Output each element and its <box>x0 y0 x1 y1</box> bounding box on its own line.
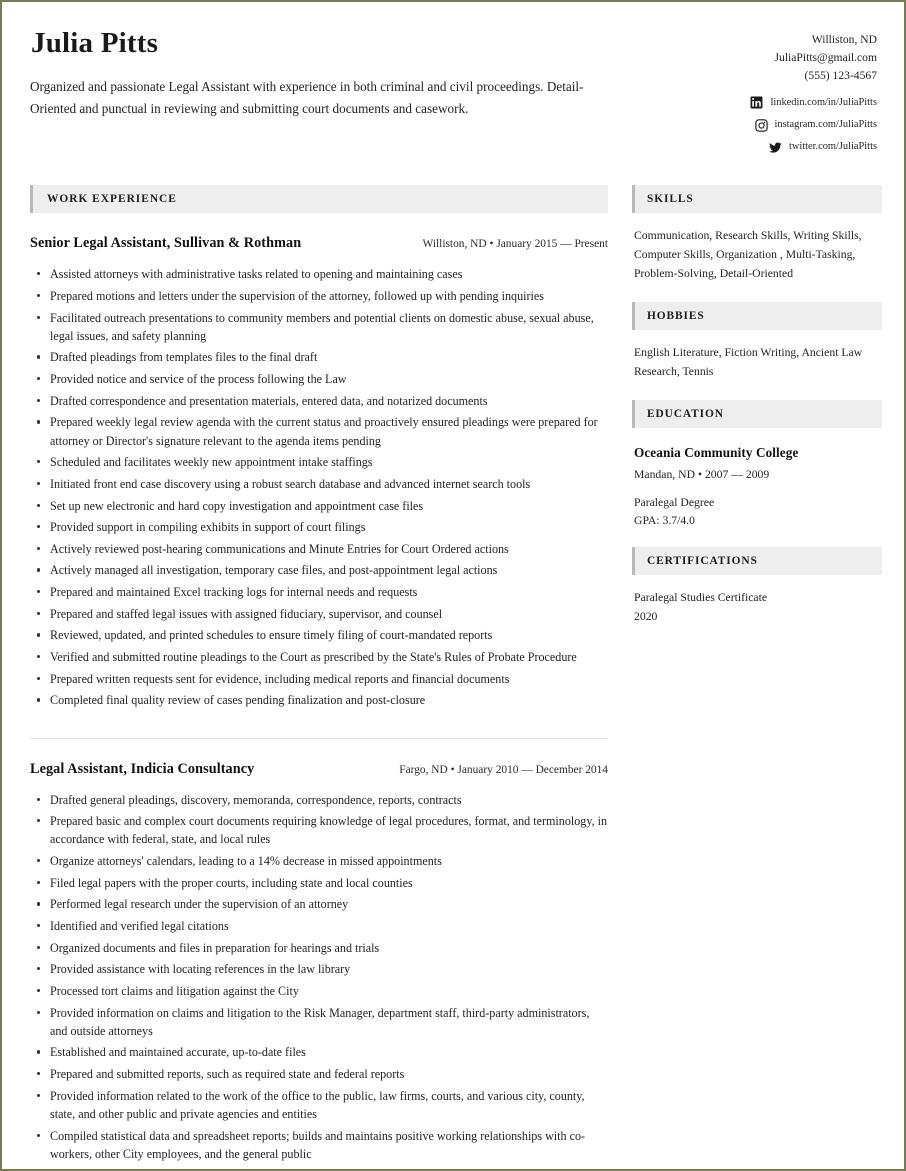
list-item: Filed legal papers with the proper courts, including state and local counties <box>50 874 608 892</box>
resume-inner-frame <box>2 2 904 1169</box>
list-item: Assisted attorneys with administrative tasks related to opening and maintaining cases <box>50 265 608 283</box>
social-link-twitter-label: twitter.com/JuliaPitts <box>788 141 877 153</box>
section-header-work-experience: WORK EXPERIENCE <box>30 185 608 213</box>
list-item: Established and maintained accurate, up-to-date files <box>50 1043 608 1061</box>
sidebar-section-hobbies <box>632 302 882 382</box>
list-item: Prepared motions and letters under the supervision of the attorney, followed up with pending inquiries <box>50 287 608 305</box>
job-bullets <box>30 265 608 709</box>
job-bullets <box>30 791 608 1164</box>
list-item: Prepared and maintained Excel tracking logs for internal needs and requests <box>50 583 608 601</box>
list-item: Organized documents and files in preparation for hearings and trials <box>50 939 608 957</box>
education-entry <box>632 428 882 529</box>
list-item: Facilitated outreach presentations to community members and potential clients on domestic abuse, sexual abuse, legal issues, and safety planning <box>50 309 608 346</box>
contact-phone: (555) 123-4567 <box>804 68 877 82</box>
job-meta: Williston, ND • January 2015 — Present <box>422 238 608 251</box>
list-item: Drafted correspondence and presentation materials, entered data, and notarized documents <box>50 392 608 410</box>
social-link-linkedin-label: linkedin.com/in/JuliaPitts <box>770 96 877 108</box>
list-item: Provided information on claims and litigation to the Risk Manager, department staff, third-party administrators, and outside attorneys <box>50 1004 608 1041</box>
contact-email[interactable]: JuliaPitts@gmail.com <box>774 50 877 64</box>
list-item: Set up new electronic and hard copy investigation and appointment case files <box>50 497 608 515</box>
list-item: Provided information related to the work of the office to the public, law firms, courts, and various city, county, state, and other public and private agencies and entities <box>50 1087 608 1124</box>
list-item: Scheduled and facilitates weekly new appointment intake staffings <box>50 453 608 471</box>
instagram-icon <box>755 119 768 132</box>
certification-name: Paralegal Studies Certificate <box>634 591 768 605</box>
sidebar-section-certifications <box>632 547 882 626</box>
social-links <box>677 95 877 155</box>
social-link-instagram-label: instagram.com/JuliaPitts <box>774 119 877 131</box>
list-item: Prepared and submitted reports, such as required state and federal reports <box>50 1065 608 1083</box>
job-entry <box>30 739 608 1164</box>
social-link-linkedin[interactable] <box>677 95 877 111</box>
list-item: Prepared basic and complex court documents requiring knowledge of legal procedures, format, and terminology, in accordance with federal, state, and local rules <box>50 812 608 849</box>
certification-year: 2020 <box>634 610 658 624</box>
education-degree: Paralegal Degree <box>634 496 715 510</box>
header-left-block <box>30 25 615 120</box>
list-item: Provided notice and service of the process following the Law <box>50 370 608 388</box>
job-header <box>30 235 608 252</box>
professional-summary: Organized and passionate Legal Assistant with experience in both criminal and civil proceedings. Detail-Oriented and punctual in reviewing and submitting court documents and casework. <box>30 78 584 116</box>
list-item: Prepared weekly legal review agenda with the current status and proactively ensured pleadings were prepared for attorney or Director's signature relevant to the agenda items pending <box>50 413 608 450</box>
list-item: Actively reviewed post-hearing communications and Minute Entries for Court Ordered actions <box>50 540 608 558</box>
job-entry <box>30 213 608 709</box>
list-item: Actively managed all investigation, temporary case files, and post-appointment legal actions <box>50 561 608 579</box>
list-item: Provided support in compiling exhibits in support of court filings <box>50 518 608 536</box>
main-column <box>30 185 608 1166</box>
page-title: Julia Pitts <box>31 27 159 59</box>
list-item: Performed legal research under the supervision of an attorney <box>50 895 608 913</box>
section-header-hobbies: HOBBIES <box>632 302 882 330</box>
sidebar-section-skills <box>632 185 882 284</box>
list-item: Compiled statistical data and spreadsheet reports; builds and maintains positive working relationships with co-workers, other City employees, and the general public <box>50 1127 608 1164</box>
contact-location: Williston, ND <box>811 33 877 46</box>
linkedin-icon <box>750 96 763 109</box>
contact-info <box>677 25 877 161</box>
section-header-education: EDUCATION <box>632 400 882 428</box>
resume-body <box>30 185 877 1166</box>
hobbies-list: English Literature, Fiction Writing, Ancient Law Research, Tennis <box>634 346 863 379</box>
job-title: Senior Legal Assistant, Sullivan & Rothman <box>30 235 302 252</box>
section-header-certifications: CERTIFICATIONS <box>632 547 882 575</box>
job-meta: Fargo, ND • January 2010 — December 2014 <box>399 763 608 776</box>
social-link-twitter[interactable] <box>677 139 877 155</box>
sidebar-section-education <box>632 400 882 529</box>
list-item: Processed tort claims and litigation against the City <box>50 982 608 1000</box>
list-item: Drafted general pleadings, discovery, memoranda, correspondence, reports, contracts <box>50 791 608 809</box>
social-link-instagram[interactable] <box>677 117 877 133</box>
skills-list: Communication, Research Skills, Writing Skills, Computer Skills, Organization , Multi-Tasking, Problem-Solving, Detail-Oriented <box>634 229 862 281</box>
list-item: Completed final quality review of cases pending finalization and post-closure <box>50 691 608 709</box>
list-item: Verified and submitted routine pleadings to the Court as prescribed by the State's Rules of Probate Procedure <box>50 648 608 666</box>
list-item: Drafted pleadings from templates files to the final draft <box>50 348 608 366</box>
job-title: Legal Assistant, Indicia Consultancy <box>30 760 255 777</box>
resume-header <box>30 25 877 161</box>
list-item: Provided assistance with locating references in the law library <box>50 960 608 978</box>
list-item: Organize attorneys' calendars, leading to a 14% decrease in missed appointments <box>50 852 608 870</box>
list-item: Identified and verified legal citations <box>50 917 608 935</box>
list-item: Reviewed, updated, and printed schedules to ensure timely filing of court-mandated reports <box>50 626 608 644</box>
twitter-icon <box>769 141 782 154</box>
list-item: Prepared written requests sent for evidence, including medical reports and financial documents <box>50 670 608 688</box>
section-header-skills: SKILLS <box>632 185 882 213</box>
sidebar-column <box>632 185 882 645</box>
education-school: Oceania Community College <box>634 445 799 461</box>
job-header <box>30 761 608 778</box>
list-item: Initiated front end case discovery using a robust search database and advanced internet search tools <box>50 475 608 493</box>
list-item: Prepared and staffed legal issues with assigned fiduciary, supervisor, and counsel <box>50 605 608 623</box>
education-meta: Mandan, ND • 2007 — 2009 <box>634 468 770 482</box>
certification-entry <box>632 575 882 626</box>
education-gpa: GPA: 3.7/4.0 <box>634 513 695 527</box>
